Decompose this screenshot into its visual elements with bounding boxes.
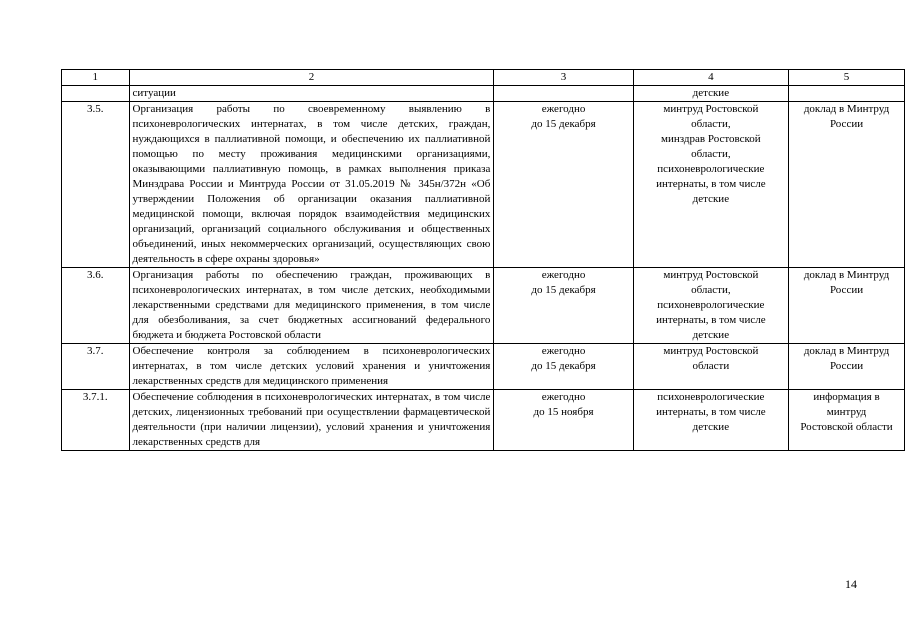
cell-number: 3.7.: [62, 344, 130, 390]
cell-result: информация в минтруд Ростовской области: [789, 390, 905, 451]
cell-responsible: минтруд Ростовской области, психоневрологические интернаты, в том числе детские: [633, 268, 788, 344]
cell-action: Обеспечение контроля за соблюдением в психоневрологических интернатах, в том числе детских условий хранения и уничтожения лекарственных средств для медицинского применения: [129, 344, 494, 390]
cell-result: [789, 86, 905, 102]
cell-result: доклад в Минтруд России: [789, 268, 905, 344]
header-col-3: 3: [494, 70, 633, 86]
cell-term: [494, 86, 633, 102]
cell-action: Обеспечение соблюдения в психоневрологических интернатах, в том числе детских, лицензионных требований при осуществлении фармацевтической деятельности (при наличии лицензии), условий хранения и уничтожения лекарственных средств для: [129, 390, 494, 451]
header-col-1: 1: [62, 70, 130, 86]
continuation-row: [62, 86, 905, 102]
plan-table: [61, 69, 905, 451]
cell-responsible: минтруд Ростовской области, минздрав Ростовской области, психоневрологические интернаты, в том числе детские: [633, 102, 788, 268]
cell-action: ситуации: [129, 86, 494, 102]
cell-responsible: детские: [633, 86, 788, 102]
cell-term: ежегодно до 15 ноября: [494, 390, 633, 451]
cell-term: ежегодно до 15 декабря: [494, 268, 633, 344]
header-col-2: 2: [129, 70, 494, 86]
page-number: 14: [845, 577, 857, 591]
header-row: [62, 70, 905, 86]
cell-number: 3.7.1.: [62, 390, 130, 451]
cell-term: ежегодно до 15 декабря: [494, 102, 633, 268]
cell-action: Организация работы по обеспечению граждан, проживающих в психоневрологических интернатах, в том числе детских, необходимыми лекарственными средствами для медицинского применения, в том числе для обезболивания, за счет бюджетных ассигнований федерального бюджета и бюджета Ростовской области: [129, 268, 494, 344]
cell-number: 3.5.: [62, 102, 130, 268]
cell-action: Организация работы по своевременному выявлению в психоневрологических интернатах, в том числе детских, граждан, нуждающихся в паллиативной помощи, и обеспечению их паллиативной помощью по месту проживания медицинскими организациями, оказывающими паллиативную помощь, в рамках выполнения приказа Минздрава России и Минтруда России от 31.05.2019 № 345н/372н «Об утверждении Положения об организации оказания паллиативной медицинской помощи, включая порядок взаимодействия медицинских организаций, организаций социального обслуживания и общественных объединений, иных некоммерческих организаций, осуществляющих свою деятельность в сфере охраны здоровья»: [129, 102, 494, 268]
table-row: [62, 268, 905, 344]
cell-responsible: минтруд Ростовской области: [633, 344, 788, 390]
cell-number: [62, 86, 130, 102]
header-col-5: 5: [789, 70, 905, 86]
cell-responsible: психоневрологические интернаты, в том числе детские: [633, 390, 788, 451]
cell-result: доклад в Минтруд России: [789, 344, 905, 390]
table-row: [62, 102, 905, 268]
table-row: [62, 390, 905, 451]
header-col-4: 4: [633, 70, 788, 86]
cell-term: ежегодно до 15 декабря: [494, 344, 633, 390]
cell-number: 3.6.: [62, 268, 130, 344]
cell-result: доклад в Минтруд России: [789, 102, 905, 268]
table-row: [62, 344, 905, 390]
